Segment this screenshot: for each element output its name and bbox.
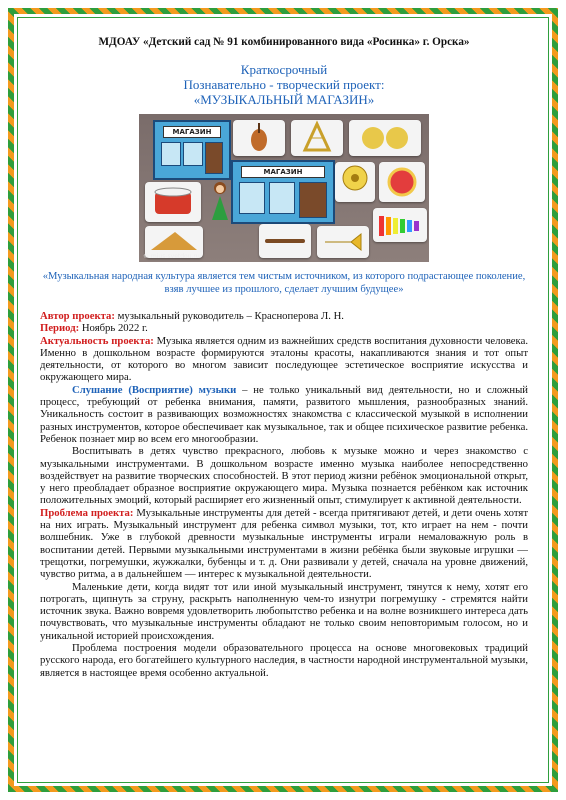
card-trumpet (317, 226, 369, 258)
author-value: музыкальный руководитель – Красноперова Л. Н. (114, 310, 344, 322)
relevance-paragraph-3: Воспитывать в детях чувство прекрасного, любовь к музыке можно и через знакомство с музыкальными инструментами. В дошкольном возрасте именно музыка наиболее непосредственно воздействует на развитие творческих способностей. В этот период жизни ребёнок эмоциональной открыт, у него преобладает образное восприятие окружающего мира. Музыка познается ребёнком как источник положительных эмоций, который расширяет его жизненный опыт, стимулирует к активной деятельности. (40, 445, 528, 507)
organization-name: МДОАУ «Детский сад № 91 комбинированного вида «Росинка» г. Орска» (98, 36, 470, 48)
card-drum (145, 182, 201, 222)
relevance-label: Актуальность проекта: (40, 334, 154, 347)
card-cymbals (349, 120, 421, 156)
author-label: Автор проекта: (40, 310, 115, 322)
period-label: Период: (40, 322, 80, 335)
relevance-text-2: – не только уникальный вид деятельности, но и сложный процесс, требующий от ребенка внимания, памяти, развитого мышления, разнообразных знаний. Уникальность состоит в развивающих возможностях знакомства с классической музыкой в исполнении разных инструментов, которое обеспечивает как музыкальное, так и общее психическое развитие ребенка. Ребенок познает мир во всем его многообразии. (40, 383, 528, 445)
project-illustration (139, 114, 429, 262)
document-content (40, 36, 528, 679)
author-line (40, 310, 528, 322)
card-xylophone (373, 208, 427, 242)
relevance-text-1: Музыка является одним из важнейших средств воспитания духовности человека. Именно в дошкольном возрасте формируются эталоны красоты, накапливаются знания и тот опыт деятельности, от которого во многом зависит последующее эстетическое восприятие искусства и окружающего мира. (40, 334, 528, 384)
listening-label: Слушание (Восприятие) музыки (72, 383, 237, 396)
card-harp (291, 120, 343, 156)
card-flute (259, 224, 311, 258)
title-line-3: «МУЗЫКАЛЬНЫЙ МАГАЗИН» (193, 92, 375, 107)
relevance-paragraph-1 (40, 335, 528, 384)
image-watermark: © mius-svetdou.ru (143, 253, 200, 260)
title-line-2: Познавательно - творческий проект: (183, 77, 385, 92)
relevance-paragraph-2 (40, 384, 528, 445)
problem-paragraph-3: Проблема построения модели образовательного процесса на основе многовековых традиций русского народа, его богатейшего культурного наследия, в частности народной инструментальной музыки, является в настоящее время особенно актуальной. (40, 642, 528, 679)
card-cymbal-stand (335, 162, 375, 202)
shop-sign-1: МАГАЗИН (163, 126, 221, 138)
title-line-1: Краткосрочный (240, 62, 328, 77)
shop-sign-2: МАГАЗИН (241, 166, 325, 178)
problem-paragraph-1 (40, 507, 528, 581)
problem-label: Проблема проекта: (40, 506, 134, 519)
shop-illustration-2 (231, 160, 335, 224)
problem-text-1: Музыкальные инструменты для детей - всегда притягивают детей, и дети очень хотят на них играть. Музыкальный инструмент для ребенка символ музыки, тот, кто играет на нем - почти волшебник. Уже в глубокой древности музыкальные инструменты играли немаловажную роль в воспитании детей. Первыми музыкальными инструментами в жизни ребёнка были звуковые игрушки — трещотки, погремушки, жужжалки, бубенцы и т. д. Они развивали у детей, сначала на уровне движений, чувство ритма, а в дальнейшем — интерес к музыкальной деятельности. (40, 506, 528, 581)
problem-paragraph-2: Маленькие дети, когда видят тот или иной музыкальный инструмент, тянутся к нему, хотят его потрогать, щипнуть за струну, раскрыть наполненную чем-то изнутри погремушку - стремятся найти источник звука. Важно вовремя удовлетворить любопытство ребенка и на волне возникшего интереса дать почувствовать, что музыкальные инструменты обладают не только своим неповторимым голосом, но и уникальной историей происхождения. (40, 580, 528, 642)
period-line (40, 322, 528, 334)
period-value: Ноябрь 2022 г. (79, 322, 148, 335)
card-tambourine (379, 162, 425, 202)
girl-figure (209, 180, 231, 220)
card-violin (233, 120, 285, 156)
epigraph-quote: «Музыкальная народная культура является тем чистым источником, из которого подрастающее поколение, взяв лучшее из прошлого, сделает лучшим будущее» (42, 271, 526, 295)
shop-illustration-1 (153, 120, 231, 180)
